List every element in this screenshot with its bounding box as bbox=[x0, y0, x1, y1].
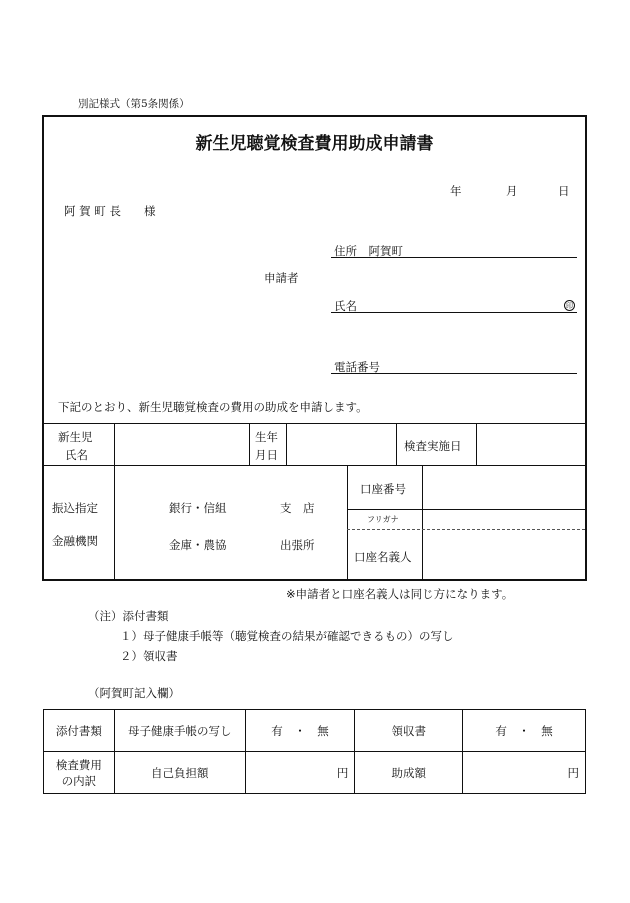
date-month-label: 月 bbox=[506, 184, 518, 198]
divider bbox=[249, 423, 250, 465]
divider bbox=[347, 465, 348, 581]
date-year-label: 年 bbox=[450, 184, 462, 198]
account-number-label: 口座番号 bbox=[360, 482, 406, 496]
office-use-table bbox=[43, 709, 586, 794]
divider bbox=[347, 509, 585, 510]
bank-type-1: 銀行・信組 bbox=[169, 501, 227, 515]
divider bbox=[44, 423, 585, 424]
account-number-field[interactable] bbox=[424, 467, 583, 507]
birthdate-label-2: 月日 bbox=[255, 448, 278, 462]
branch-label-2: 出張所 bbox=[280, 538, 315, 552]
form-reference-label: 別記様式（第5条関係） bbox=[78, 98, 190, 110]
phone-label: 電話番号 bbox=[334, 360, 380, 374]
self-pay-amount-cell[interactable]: 円 bbox=[245, 752, 355, 794]
table-cell[interactable]: 有 ・ 無 bbox=[245, 710, 355, 752]
newborn-name-label-2: 氏名 bbox=[65, 448, 88, 462]
application-form bbox=[42, 115, 587, 581]
name-line[interactable] bbox=[331, 312, 577, 313]
newborn-name-label: 新生児 bbox=[58, 430, 93, 444]
addressee: 阿 賀 町 長 様 bbox=[64, 204, 156, 218]
name-label: 氏名 bbox=[334, 299, 357, 313]
account-holder-field[interactable] bbox=[424, 531, 583, 579]
divider bbox=[114, 423, 115, 581]
applicant-label: 申請者 bbox=[264, 271, 299, 285]
account-holder-label: 口座名義人 bbox=[354, 550, 412, 564]
attachments-heading: （注）添付書類 bbox=[88, 609, 169, 623]
table-cell: 添付書類 bbox=[44, 710, 115, 752]
table-cell: 領収書 bbox=[355, 710, 463, 752]
divider bbox=[286, 423, 287, 465]
cost-breakdown-label: 検査費用 bbox=[55, 757, 102, 772]
exam-date-label: 検査実施日 bbox=[404, 439, 462, 453]
attachment-item: １）母子健康手帳等（聴覚検査の結果が確認できるもの）の写し bbox=[120, 629, 454, 643]
subsidy-amount-cell[interactable]: 円 bbox=[463, 752, 586, 794]
date-day-label: 日 bbox=[558, 184, 570, 198]
furigana-label: フリガナ bbox=[367, 515, 399, 524]
branch-label-1: 支 店 bbox=[280, 501, 315, 515]
table-cell: 母子健康手帳の写し bbox=[114, 710, 245, 752]
statement-text: 下記のとおり、新生児聴覚検査の費用の助成を申請します。 bbox=[58, 400, 368, 414]
exam-date-field[interactable] bbox=[478, 425, 583, 463]
address-label: 住所 阿賀町 bbox=[334, 244, 403, 258]
table-row bbox=[44, 752, 586, 794]
table-cell: 助成額 bbox=[355, 752, 463, 794]
divider bbox=[396, 423, 397, 465]
attachment-item: ２）領収書 bbox=[120, 649, 178, 663]
divider bbox=[44, 465, 585, 466]
table-cell bbox=[44, 752, 115, 794]
bank-type-2: 金庫・農協 bbox=[169, 538, 227, 552]
furigana-field[interactable] bbox=[424, 511, 583, 528]
table-cell: 自己負担額 bbox=[114, 752, 245, 794]
divider bbox=[476, 423, 477, 465]
phone-line[interactable] bbox=[331, 373, 577, 374]
newborn-name-field[interactable] bbox=[116, 425, 247, 463]
bank-label: 振込指定 bbox=[52, 501, 98, 515]
office-section-heading: （阿賀町記入欄） bbox=[88, 686, 180, 700]
address-line[interactable] bbox=[331, 257, 577, 258]
table-row bbox=[44, 710, 586, 752]
cost-breakdown-label-2: の内訳 bbox=[61, 773, 97, 788]
table-cell[interactable]: 有 ・ 無 bbox=[463, 710, 586, 752]
same-person-note: ※申請者と口座名義人は同じ方になります。 bbox=[286, 587, 514, 601]
birthdate-label: 生年 bbox=[255, 430, 278, 444]
furigana-divider bbox=[347, 529, 585, 530]
birthdate-field[interactable] bbox=[288, 425, 394, 463]
seal-icon: 印 bbox=[566, 302, 573, 310]
form-title: 新生児聴覚検査費用助成申請書 bbox=[195, 134, 434, 154]
bank-label-2: 金融機関 bbox=[52, 534, 98, 548]
divider bbox=[422, 465, 423, 581]
